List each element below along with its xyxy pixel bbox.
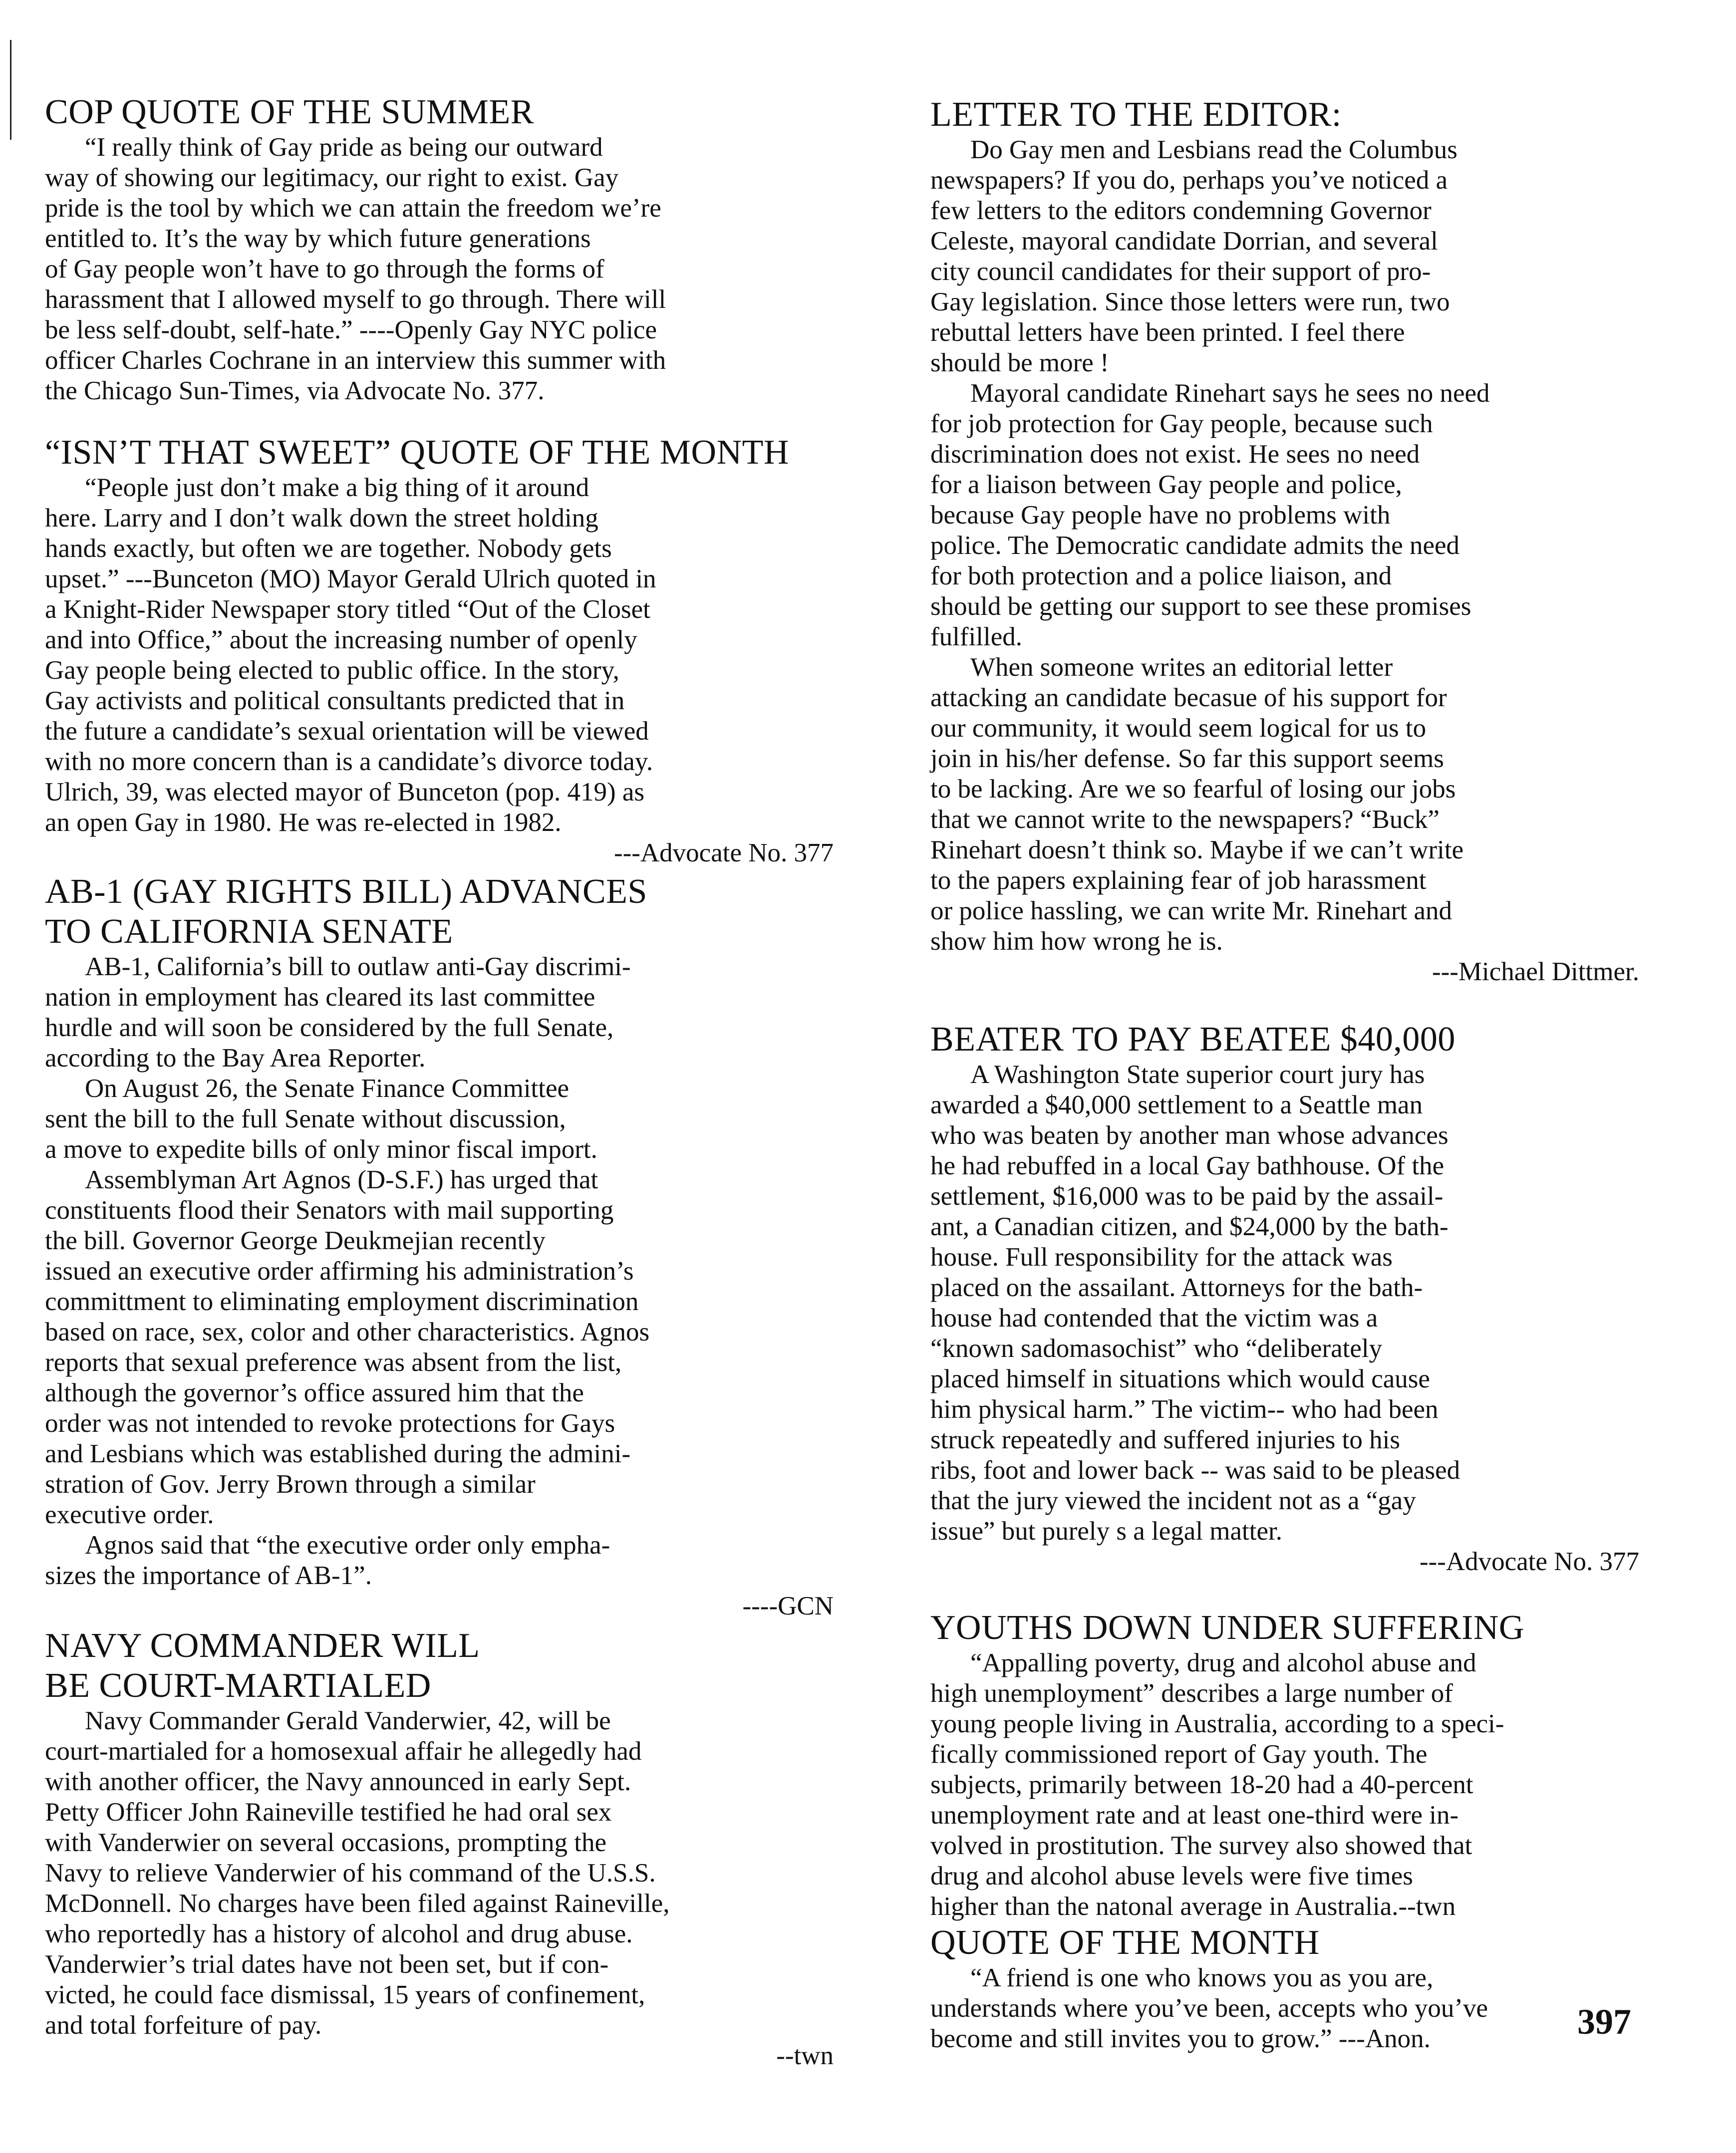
body-text-line: the Chicago Sun-Times, via Advocate No. 377. bbox=[45, 376, 545, 405]
body-text-line: few letters to the editors condemning Governor bbox=[930, 196, 1432, 225]
body-text-line: that the jury viewed the incident not as a “gay bbox=[930, 1486, 1416, 1515]
body-text-line: attacking an candidate becasue of his support for bbox=[930, 683, 1447, 712]
body-text-line: newspapers? If you do, perhaps you’ve noticed a bbox=[930, 166, 1448, 195]
body-text-line: Navy to relieve Vanderwier of his command of the U.S.S. bbox=[45, 1859, 656, 1887]
article-attribution: ---Michael Dittmer. bbox=[1432, 957, 1639, 986]
body-text-line: the future a candidate’s sexual orientation will be viewed bbox=[45, 717, 649, 746]
body-text-line: stration of Gov. Jerry Brown through a similar bbox=[45, 1470, 536, 1499]
body-text-line: Mayoral candidate Rinehart says he sees no need bbox=[970, 379, 1490, 408]
body-text-line: fulfilled. bbox=[930, 622, 1022, 651]
body-text-line: placed on the assailant. Attorneys for the bath- bbox=[930, 1273, 1423, 1302]
body-text-line: our community, it would seem logical for us to bbox=[930, 714, 1427, 743]
article-navy-commander bbox=[45, 1626, 864, 2071]
body-text-line: young people living in Australia, according to a speci- bbox=[930, 1709, 1504, 1738]
body-text-line: understands where you’ve been, accepts who you’ve bbox=[930, 1994, 1488, 2023]
body-text-line: that we cannot write to the newspapers? “Buck” bbox=[930, 805, 1440, 834]
body-text-line: and Lesbians which was established during the admini- bbox=[45, 1439, 631, 1468]
body-text-line: who reportedly has a history of alcohol and drug abuse. bbox=[45, 1919, 633, 1948]
body-text-line: pride is the tool by which we can attain the freedom we’re bbox=[45, 194, 661, 223]
body-text-line: discrimination does not exist. He sees no need bbox=[930, 440, 1420, 469]
body-text-line: ant, a Canadian citizen, and $24,000 by the bath- bbox=[930, 1212, 1448, 1241]
body-text-line: executive order. bbox=[45, 1500, 214, 1529]
body-text-line: because Gay people have no problems with bbox=[930, 501, 1391, 530]
body-text-line: a Knight-Rider Newspaper story titled “Out of the Closet bbox=[45, 595, 650, 624]
body-text-line: who was beaten by another man whose advances bbox=[930, 1121, 1448, 1150]
body-text-line: When someone writes an editorial letter bbox=[970, 653, 1393, 682]
body-text-line: AB-1, California’s bill to outlaw anti-Gay discrimi- bbox=[85, 952, 631, 981]
body-text-line: entitled to. It’s the way by which future generations bbox=[45, 224, 591, 253]
body-text-line: to be lacking. Are we so fearful of losing our jobs bbox=[930, 775, 1456, 804]
article-attribution: ---Advocate No. 377 bbox=[1419, 1547, 1639, 1576]
body-text-line: house had contended that the victim was a bbox=[930, 1304, 1378, 1333]
body-text-line: Celeste, mayoral candidate Dorrian, and several bbox=[930, 227, 1438, 256]
body-text-line: “People just don’t make a big thing of it around bbox=[85, 473, 589, 502]
article-heading: AB-1 (GAY RIGHTS BILL) ADVANCES bbox=[45, 872, 647, 911]
body-text-line: settlement, $16,000 was to be paid by the assail- bbox=[930, 1182, 1444, 1211]
article-attribution: --twn bbox=[776, 2041, 834, 2070]
article-heading: “ISN’T THAT SWEET” QUOTE OF THE MONTH bbox=[45, 433, 789, 472]
body-text-line: he had rebuffed in a local Gay bathhouse. Of the bbox=[930, 1151, 1445, 1180]
article-heading: YOUTHS DOWN UNDER SUFFERING bbox=[930, 1609, 1524, 1647]
body-text-line: Navy Commander Gerald Vanderwier, 42, will be bbox=[85, 1706, 611, 1735]
article-youths-down-under bbox=[930, 1608, 1669, 1922]
body-text-line: become and still invites you to grow.” ---Anon. bbox=[930, 2024, 1431, 2053]
body-text-line: although the governor’s office assured him that the bbox=[45, 1378, 584, 1407]
body-text-line: ribs, foot and lower back -- was said to be pleased bbox=[930, 1456, 1460, 1485]
body-text-line: Rinehart doesn’t think so. Maybe if we can’t write bbox=[930, 835, 1464, 864]
body-text-line: should be getting our support to see these promises bbox=[930, 592, 1471, 621]
body-text-line: an open Gay in 1980. He was re-elected in 1982. bbox=[45, 808, 562, 837]
body-text-line: way of showing our legitimacy, our right to exist. Gay bbox=[45, 163, 619, 192]
body-text-line: should be more ! bbox=[930, 348, 1109, 377]
body-text-line: with no more concern than is a candidate’s divorce today. bbox=[45, 747, 653, 776]
body-text-line: issued an executive order affirming his administration’s bbox=[45, 1257, 634, 1286]
body-text-line: victed, he could face dismissal, 15 years of confinement, bbox=[45, 1980, 645, 2009]
body-text-line: hurdle and will soon be considered by the full Senate, bbox=[45, 1013, 614, 1042]
body-text-line: of Gay people won’t have to go through the forms of bbox=[45, 255, 604, 283]
article-heading: BE COURT-MARTIALED bbox=[45, 1666, 431, 1705]
body-text-line: McDonnell. No charges have been filed against Raineville, bbox=[45, 1889, 670, 1918]
body-text-line: officer Charles Cochrane in an interview this summer with bbox=[45, 346, 666, 375]
body-text-line: and total forfeiture of pay. bbox=[45, 2011, 322, 2040]
body-text-line: Ulrich, 39, was elected mayor of Bunceton (pop. 419) as bbox=[45, 778, 644, 807]
article-quote-of-the-month bbox=[930, 1923, 1669, 2054]
article-heading: QUOTE OF THE MONTH bbox=[930, 1923, 1320, 1962]
body-text-line: A Washington State superior court jury has bbox=[970, 1060, 1425, 1089]
body-text-line: subjects, primarily between 18-20 had a 40-percent bbox=[930, 1770, 1473, 1799]
body-text-line: Vanderwier’s trial dates have not been set, but if con- bbox=[45, 1950, 609, 1979]
article-beater-to-pay bbox=[930, 1020, 1669, 1577]
body-text-line: for both protection and a police liaison, and bbox=[930, 561, 1392, 590]
body-text-line: reports that sexual preference was absent from the list, bbox=[45, 1348, 622, 1377]
body-text-line: awarded a $40,000 settlement to a Seattle man bbox=[930, 1090, 1423, 1119]
article-cop-quote bbox=[45, 92, 864, 406]
body-text-line: here. Larry and I don’t walk down the street holding bbox=[45, 504, 598, 533]
body-text-line: fically commissioned report of Gay youth. The bbox=[930, 1740, 1428, 1769]
article-heading: TO CALIFORNIA SENATE bbox=[45, 912, 453, 951]
body-text-line: court-martialed for a homosexual affair he allegedly had bbox=[45, 1737, 642, 1766]
body-text-line: rebuttal letters have been printed. I feel there bbox=[930, 318, 1405, 347]
body-text-line: with another officer, the Navy announced in early Sept. bbox=[45, 1767, 631, 1796]
article-heading: LETTER TO THE EDITOR: bbox=[930, 95, 1342, 134]
body-text-line: Agnos said that “the executive order only empha- bbox=[85, 1531, 610, 1560]
body-text-line: On August 26, the Senate Finance Committee bbox=[85, 1074, 570, 1103]
body-text-line: city council candidates for their support of pro- bbox=[930, 257, 1431, 286]
body-text-line: hands exactly, but often we are together. Nobody gets bbox=[45, 534, 612, 563]
body-text-line: high unemployment” describes a large number of bbox=[930, 1679, 1453, 1708]
article-attribution: ----GCN bbox=[742, 1592, 834, 1620]
body-text-line: Gay legislation. Since those letters were run, two bbox=[930, 287, 1450, 316]
body-text-line: upset.” ---Bunceton (MO) Mayor Gerald Ulrich quoted in bbox=[45, 564, 656, 593]
body-text-line: the bill. Governor George Deukmejian recently bbox=[45, 1226, 546, 1255]
body-text-line: or police hassling, we can write Mr. Rinehart and bbox=[930, 896, 1452, 925]
body-text-line: and into Office,” about the increasing number of openly bbox=[45, 625, 637, 654]
body-text-line: based on race, sex, color and other characteristics. Agnos bbox=[45, 1318, 650, 1346]
body-text-line: unemployment rate and at least one-third were in- bbox=[930, 1801, 1459, 1830]
body-text-line: Gay people being elected to public office. In the story, bbox=[45, 656, 619, 685]
body-text-line: police. The Democratic candidate admits the need bbox=[930, 531, 1460, 560]
body-text-line: struck repeatedly and suffered injuries to his bbox=[930, 1425, 1400, 1454]
body-text-line: for job protection for Gay people, because such bbox=[930, 409, 1433, 438]
body-text-line: show him how wrong he is. bbox=[930, 927, 1223, 956]
body-text-line: harassment that I allowed myself to go through. There will bbox=[45, 285, 666, 314]
body-text-line: be less self-doubt, self-hate.” ----Openly Gay NYC police bbox=[45, 315, 657, 344]
body-text-line: order was not intended to revoke protections for Gays bbox=[45, 1409, 615, 1438]
body-text-line: “Appalling poverty, drug and alcohol abuse and bbox=[970, 1648, 1476, 1677]
body-text-line: Gay activists and political consultants predicted that in bbox=[45, 686, 625, 715]
body-text-line: issue” but purely s a legal matter. bbox=[930, 1517, 1282, 1546]
body-text-line: to the papers explaining fear of job harassment bbox=[930, 866, 1427, 895]
article-attribution: ---Advocate No. 377 bbox=[613, 838, 834, 867]
body-text-line: with Vanderwier on several occasions, prompting the bbox=[45, 1828, 606, 1857]
scan-edge-mark bbox=[10, 40, 11, 140]
body-text-line: volved in prostitution. The survey also showed that bbox=[930, 1831, 1472, 1860]
body-text-line: “A friend is one who knows you as you are, bbox=[970, 1963, 1434, 1992]
article-heading: COP QUOTE OF THE SUMMER bbox=[45, 93, 534, 131]
body-text-line: according to the Bay Area Reporter. bbox=[45, 1044, 426, 1073]
body-text-line: join in his/her defense. So far this support seems bbox=[930, 744, 1444, 773]
body-text-line: him physical harm.” The victim-- who had been bbox=[930, 1395, 1439, 1424]
article-heading: NAVY COMMANDER WILL bbox=[45, 1626, 480, 1665]
article-letter-to-editor bbox=[930, 95, 1669, 987]
page-number: 397 bbox=[1577, 2002, 1631, 2042]
body-text-line: “I really think of Gay pride as being our outward bbox=[85, 133, 603, 162]
body-text-line: a move to expedite bills of only minor fiscal import. bbox=[45, 1135, 597, 1164]
body-text-line: Assemblyman Art Agnos (D-S.F.) has urged that bbox=[85, 1165, 598, 1194]
body-text-line: higher than the natonal average in Australia.--twn bbox=[930, 1892, 1456, 1921]
body-text-line: committment to eliminating employment discrimination bbox=[45, 1287, 639, 1316]
body-text-line: placed himself in situations which would cause bbox=[930, 1364, 1430, 1393]
article-ab-1 bbox=[45, 872, 864, 1621]
article-heading: BEATER TO PAY BEATEE $40,000 bbox=[930, 1020, 1455, 1059]
body-text-line: sizes the importance of AB-1”. bbox=[45, 1561, 372, 1590]
body-text-line: for a liaison between Gay people and police, bbox=[930, 470, 1402, 499]
body-text-line: “known sadomasochist” who “deliberately bbox=[930, 1334, 1383, 1363]
article-isnt-that-sweet bbox=[45, 433, 864, 868]
body-text-line: nation in employment has cleared its last committee bbox=[45, 983, 595, 1012]
body-text-line: house. Full responsibility for the attack was bbox=[930, 1243, 1393, 1272]
body-text-line: Petty Officer John Raineville testified he had oral sex bbox=[45, 1798, 612, 1827]
body-text-line: constituents flood their Senators with mail supporting bbox=[45, 1196, 614, 1225]
body-text-line: drug and alcohol abuse levels were five times bbox=[930, 1862, 1413, 1890]
body-text-line: sent the bill to the full Senate without discussion, bbox=[45, 1104, 566, 1133]
body-text-line: Do Gay men and Lesbians read the Columbus bbox=[970, 135, 1457, 164]
